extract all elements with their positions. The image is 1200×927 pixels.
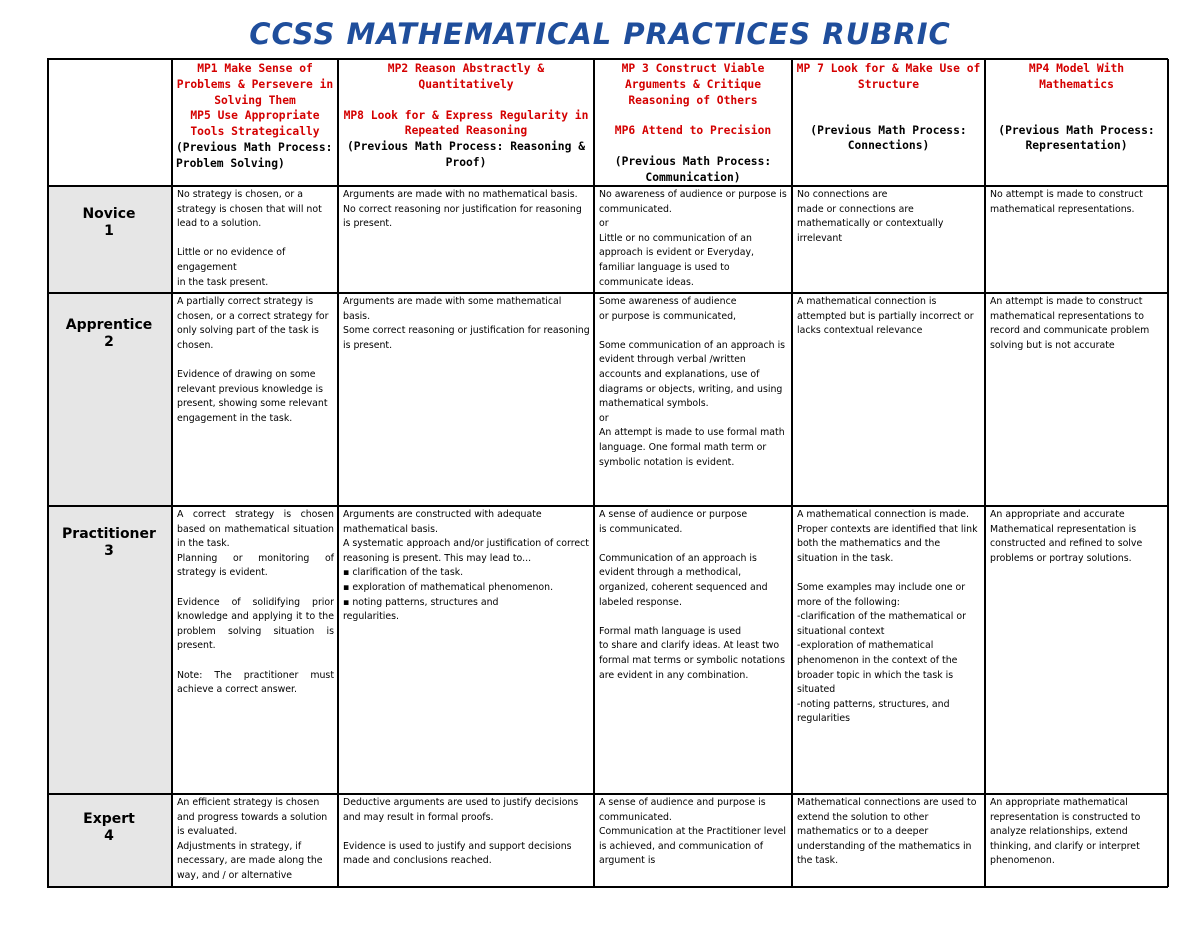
level-number: 2 [104,334,114,350]
rubric-cell [338,293,594,506]
cell-text: An efficient strategy is chosen and progress towards a solution is evaluated. [177,797,328,838]
cell-text: or [599,218,609,230]
cell-text: No correct reasoning nor justification for reasoning is present. [343,203,582,230]
spacer [177,353,334,368]
rubric-cell [594,293,792,506]
cell-text: or purpose is communicated, [599,310,737,322]
spacer [177,232,334,247]
rubric-cell [172,506,338,794]
previous-process: (Previous Math Process: Connections) [810,123,967,153]
cell-text: A sense of audience or purpose [599,509,748,520]
cell-text: A systematic approach and/or justification of correct reasoning is present. This may lead to... [343,538,589,564]
cell-text: Formal math language is used [599,625,742,637]
rubric-cell [594,506,792,794]
level-name: Expert [83,811,135,827]
rubric-cell [594,794,792,887]
cell-text: ▪ noting patterns, structures and [343,596,499,608]
grid-line [47,793,1168,795]
rubric-cell [985,186,1168,293]
grid-line [47,292,1168,294]
rubric-cell [792,186,985,293]
practice-name: MP6 Attend to Precision [614,124,772,138]
spacer [797,566,981,581]
cell-text: Evidence is used to justify and support decisions made and conclusions reached. [343,840,572,867]
grid-line [1167,59,1169,887]
practice-name: MP1 Make Sense of Problems & Persevere in Solving Them [176,62,334,107]
cell-text: -clarification of the mathematical or situational context [797,611,966,637]
rubric-cell [338,794,594,887]
cell-text: An appropriate and accurate Mathematical representation is constructed and refined to solve problems or portray solutions. [990,509,1143,564]
grid-line [47,185,1168,187]
cell-text: Evidence of solidifying prior knowledge and applying it to the problem solving situation is present. [177,596,334,652]
level-label [48,526,170,560]
spacer [177,654,334,669]
grid-line [47,505,1168,507]
level-name: Novice [82,206,136,222]
spacer [599,324,788,339]
column-header [338,59,594,186]
rubric-cell [172,794,338,887]
level-label [48,317,170,351]
cell-text: An attempt is made to construct mathematical representations to record and communicate problem solving but is not accurate [990,296,1150,351]
previous-process: (Previous Math Process: Communication) [614,155,772,184]
grid-line [984,59,986,887]
rubric-cell [792,506,985,794]
cell-text: or [599,412,609,424]
spacer [989,93,1164,108]
rubric-cell [985,293,1168,506]
cell-text: A mathematical connection is made. Proper contexts are identified that link both the mathematics and the situation in the task. [797,509,978,564]
cell-text: Deductive arguments are used to justify decisions and may result in formal proofs. [343,797,579,823]
rubric-cell [594,186,792,293]
grid-line [593,59,595,887]
spacer [598,108,788,123]
practice-name: MP4 Model With Mathematics [1028,62,1125,91]
spacer [599,537,788,552]
grid-line [337,59,339,887]
cell-text: Evidence of drawing on some relevant previous knowledge is present, showing some relevant engagement in the task. [177,368,328,424]
level-label [48,206,170,240]
cell-text: Note: The practitioner must achieve a correct answer. [177,669,334,696]
cell-text: Planning or monitoring of strategy is evident. [177,552,334,579]
cell-text: Arguments are made with some mathematical basis. [343,296,562,322]
spacer [343,825,590,840]
cell-text: An appropriate mathematical representation is constructed to analyze relationships, extend thinking, and clarify or interpret phenomenon. [990,797,1141,867]
spacer [342,93,590,108]
grid-line [47,886,1168,888]
spacer [177,581,334,596]
practice-name: MP8 Look for & Express Regularity in Repeated Reasoning [343,108,589,138]
cell-text: Arguments are constructed with adequate mathematical basis. [343,509,542,535]
spacer [599,610,788,625]
page-title: CCSS MATHEMATICAL PRACTICES RUBRIC [249,17,951,51]
grid-line [47,59,49,887]
level-cell [48,293,172,506]
column-header [594,59,792,186]
grid-line [791,59,793,887]
cell-text: Little or no evidence of engagement [177,247,286,273]
practice-name: MP2 Reason Abstractly & Quantitatively [387,62,545,91]
cell-text: No strategy is chosen, or a strategy is chosen that will not lead to a solution. [177,189,322,230]
cell-text: Some communication of an approach is evident through verbal /written accounts and explanations, use of diagrams or objects, writing, and using mathematical symbols. [599,339,786,410]
column-header [792,59,985,186]
cell-text: Adjustments in strategy, if necessary, are made along the way, and / or alternative [177,840,323,881]
grid-line [171,59,173,887]
cell-text: No awareness of audience or purpose is communicated. [599,189,787,215]
column-header [172,59,338,186]
previous-process: (Previous Math Process: Problem Solving) [176,140,333,170]
spacer [598,139,788,154]
level-cell [48,794,172,887]
previous-process: (Previous Math Process: Representation) [998,123,1155,153]
cell-text: made or connections are mathematically or contextually irrelevant [797,203,944,244]
grid-line [47,58,1168,60]
cell-text: Mathematical connections are used to extend the solution to other mathematics or to a deeper understanding of the mathematics in the task. [797,797,977,867]
cell-text: in the task present. [177,276,269,288]
rubric-cell [792,293,985,506]
cell-text: Some awareness of audience [599,296,737,307]
cell-text: is communicated. [599,523,683,535]
rubric-cell [985,794,1168,887]
cell-text: regularities. [343,611,400,623]
level-label [48,811,170,845]
rubric-cell [985,506,1168,794]
cell-text: Some examples may include one or more of the following: [797,581,966,608]
level-name: Apprentice [65,317,153,333]
level-cell [48,186,172,293]
rubric-cell [338,186,594,293]
spacer [796,108,981,123]
cell-text: -noting patterns, structures, and regularities [797,698,950,725]
cell-text: Communication of an approach is evident through a methodical, organized, coherent sequenced and labeled response. [599,552,768,608]
cell-text: A sense of audience and purpose is communicated. [599,797,766,823]
rubric-cell [792,794,985,887]
cell-text: No attempt is made to construct mathematical representations. [990,189,1143,215]
practice-name: MP 3 Construct Viable Arguments & Critique Reasoning of Others [621,62,765,107]
cell-text: -exploration of mathematical phenomenon in the context of the broader topic in which the task is situated [797,640,958,696]
cell-text: A mathematical connection is attempted but is partially incorrect or lacks contextual relevance [797,296,974,337]
level-cell [48,506,172,794]
level-number: 4 [104,828,114,844]
column-header [985,59,1168,186]
practice-name: MP5 Use Appropriate Tools Strategically [190,109,320,139]
level-number: 3 [104,543,114,559]
cell-text: A partially correct strategy is chosen, or a correct strategy for only solving part of the task is chosen. [177,296,329,351]
cell-text: Arguments are made with no mathematical basis. [343,189,578,200]
cell-text: A correct strategy is chosen based on mathematical situation in the task. [177,509,334,550]
cell-text: ▪ clarification of the task. [343,567,464,579]
cell-text: Little or no communication of an approach is evident or Everyday, familiar language is used to communicate ideas. [599,232,754,288]
cell-text: to share and clarify ideas. At least two formal mat terms or symbolic notations are evident in any combination. [599,640,785,681]
cell-text: Some correct reasoning or justification for reasoning is present. [343,325,590,351]
level-name: Practitioner [62,526,156,542]
cell-text: ▪ exploration of mathematical phenomenon. [343,581,554,593]
spacer [989,108,1164,123]
cell-text: An attempt is made to use formal math language. One formal math term or symbolic notation is evident. [599,427,785,468]
cell-text: Communication at the Practitioner level is achieved, and communication of argument is [599,826,787,867]
level-number: 1 [104,223,114,239]
previous-process: (Previous Math Process: Reasoning & Proof) [346,140,586,169]
rubric-cell [338,506,594,794]
cell-text: No connections are [797,189,888,200]
practice-name: MP 7 Look for & Make Use of Structure [796,62,981,91]
rubric-cell [172,293,338,506]
rubric-cell [172,186,338,293]
spacer [796,93,981,108]
